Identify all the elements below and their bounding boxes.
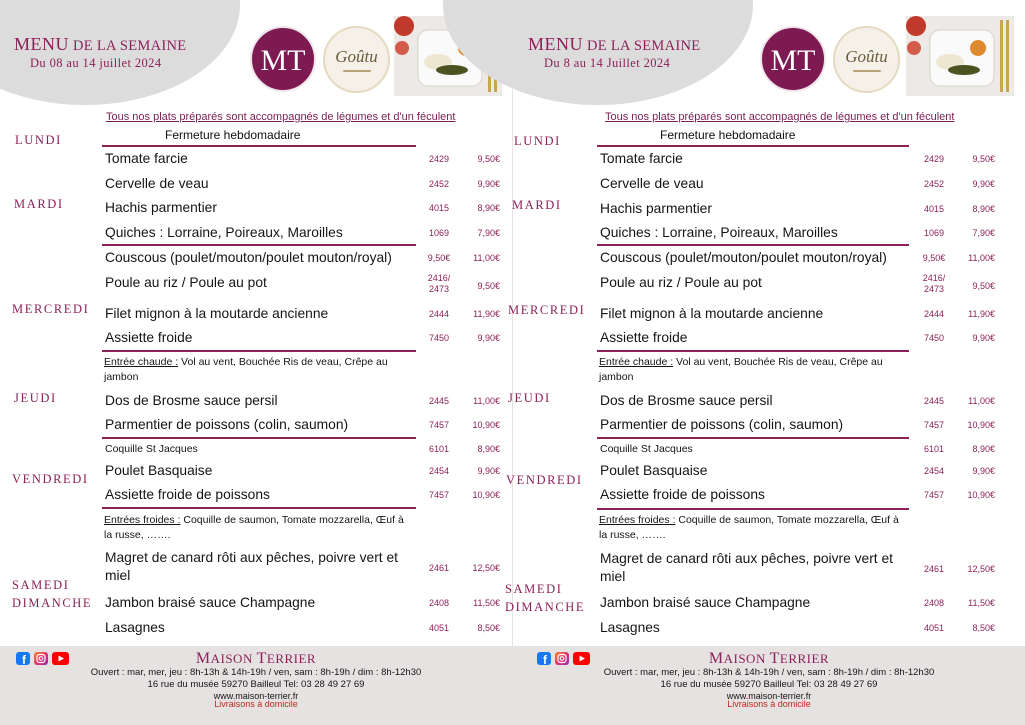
day-lundi: LUNDI bbox=[15, 133, 62, 147]
svg-text:f: f bbox=[22, 653, 26, 667]
footer bbox=[0, 646, 512, 725]
entree-chaude-note: Entrée chaude : Vol au vent, Bouchée Ris de veau, Crêpe au jambon bbox=[104, 356, 388, 383]
menu-dates: Du 8 au 14 Juillet 2024 bbox=[544, 56, 671, 70]
entrees-froides-note: Entrées froides : Coquille de saumon, Tomate mozzarella, Œuf à la russe, ……. bbox=[599, 514, 899, 541]
menu-title: MENU DE LA SEMAINE bbox=[528, 34, 701, 54]
closure-text: Fermeture hebdomadaire bbox=[660, 128, 796, 142]
mt-logo bbox=[760, 26, 826, 92]
intro-text: Tous nos plats préparés sont accompagnés de légumes et d'un féculent bbox=[106, 111, 456, 123]
website-link[interactable]: www.maison-terrier.fr bbox=[213, 691, 299, 701]
food-photo bbox=[906, 16, 1014, 96]
delivery-note: Livraisons à domicile bbox=[214, 699, 298, 709]
day-samedi: SAMEDI bbox=[505, 582, 563, 596]
menu-title: MENU DE LA SEMAINE bbox=[14, 34, 187, 54]
mt-logo bbox=[250, 26, 316, 92]
closure-text: Fermeture hebdomadaire bbox=[165, 128, 301, 142]
day-mardi: MARDI bbox=[512, 198, 562, 212]
website-link[interactable]: www.maison-terrier.fr bbox=[726, 691, 812, 701]
divider bbox=[597, 508, 909, 510]
svg-text:MT: MT bbox=[770, 44, 816, 77]
opening-hours: Ouvert : mar, mer, jeu : 8h-13h & 14h-19h / ven, sam : 8h-19h / dim : 8h-12h30 bbox=[90, 667, 422, 678]
day-samedi: SAMEDI bbox=[12, 578, 70, 592]
day-mardi: MARDI bbox=[14, 197, 64, 211]
day-mercredi: MERCREDI bbox=[508, 303, 586, 317]
menu-page-left: MENU DE LA SEMAINE Du 08 au 14 juillet 2024 MT Goûtu Tous nos plats préparés sont accompagnés de légumes et d'un féculent Fermeture hebdomadaire LUNDI MARDI MERCREDI JEUDI VENDREDI SAMEDI DIMANCHE Tomate farcie 2429 9,50€ Cervelle de veau 2452 9,90€ Hachis parmentier 4015 8,90€ Quiches : Lorraine, Poireaux, Maroilles 1069 7,90€ Couscous (poulet/mouton/poulet mouton/royal) 9,50€ 11,00€ Poule au riz / Poule au pot 2416/ 2473 9,50€ Filet mignon à la moutarde ancienne 2444 11,90€ Assiette froide 7450 9,90€ Entrée chaude : Vol au vent, Bouchée Ris de veau, Crêpe au jambon Dos de Brosme sauce persil 2445 11,00€ Parmentier de poissons (colin, saumon) 7457 10,90€ Coquille St Jacques 6101 8,90€ Poulet Basquaise 2454 9,90€ Assiette froide de poissons 7457 10,90€ Entrées froides : Coquille de saumon, Tomate mozzarella, Œuf à la russe, ……. Magret de canard rôti aux pêches, poivre vert et miel 2461 12,50€ Jambon braisé sauce Champagne 2408 11,50€ Lasagnes 4051 8,50€ f MAISON TERRIER Ouvert : mar, mer, jeu : 8h-13h & 14h-19h / ven, sam : 8h-19h / dim : 8h-12h30 16 rue du musée 59270 Bailleul Tel: 03 28 49 27 69 www.maison-terrier.fr Livraisons à domicile bbox=[0, 0, 512, 725]
goutu-logo: Goûtu bbox=[323, 26, 390, 93]
menu-page-right: MENU DE LA SEMAINE Du 8 au 14 Juillet 2024 MT Goûtu Tous nos plats préparés sont accompagnés de légumes et d'un féculent Fermeture hebdomadaire LUNDI MARDI MERCREDI JEUDI VENDREDI SAMEDI DIMANCHE Tomate farcie 2429 9,50€ Cervelle de veau 2452 9,90€ Hachis parmentier 4015 8,90€ Quiches : Lorraine, Poireaux, Maroilles 1069 7,90€ Couscous (poulet/mouton/poulet mouton/royal) 9,50€ 11,00€ Poule au riz / Poule au pot 2416/ 2473 9,50€ Filet mignon à la moutarde ancienne 2444 11,90€ Assiette froide 7450 9,90€ Entrée chaude : Vol au vent, Bouchée Ris de veau, Crêpe au jambon Dos de Brosme sauce persil 2445 11,00€ Parmentier de poissons (colin, saumon) 7457 10,90€ Coquille St Jacques 6101 8,90€ Poulet Basquaise 2454 9,90€ Assiette froide de poissons 7457 10,90€ Entrées froides : Coquille de saumon, Tomate mozzarella, Œuf à la russe, ……. Magret de canard rôti aux pêches, poivre vert et miel 2461 12,50€ Jambon braisé sauce Champagne 2408 11,50€ Lasagnes 4051 8,50€ f MAISON TERRIER Ouvert : mar, mer, jeu : 8h-13h & 14h-19h / ven, sam : 8h-19h / dim : 8h-12h30 16 rue du musée 59270 Bailleul Tel: 03 28 49 27 69 www.maison-terrier.fr Livraisons à domicile bbox=[512, 0, 1024, 725]
day-vendredi: VENDREDI bbox=[12, 472, 89, 486]
divider bbox=[102, 350, 416, 352]
entree-chaude-note: Entrée chaude : Vol au vent, Bouchée Ris de veau, Crêpe au jambon bbox=[599, 356, 883, 383]
footer bbox=[513, 646, 1025, 725]
day-vendredi: VENDREDI bbox=[506, 473, 583, 487]
day-mercredi: MERCREDI bbox=[12, 302, 90, 316]
menu-dates: Du 08 au 14 juillet 2024 bbox=[30, 56, 162, 70]
svg-text:MT: MT bbox=[260, 44, 306, 77]
address: 16 rue du musée 59270 Bailleul Tel: 03 28 49 27 69 bbox=[660, 679, 878, 690]
divider bbox=[102, 507, 416, 509]
day-jeudi: JEUDI bbox=[14, 391, 57, 405]
brand-name: MAISON TERRIER bbox=[708, 650, 830, 667]
day-dimanche: DIMANCHE bbox=[12, 596, 93, 610]
day-lundi: LUNDI bbox=[514, 134, 561, 148]
brand-name: MAISON TERRIER bbox=[195, 650, 317, 667]
intro-text: Tous nos plats préparés sont accompagnés de légumes et d'un féculent bbox=[605, 111, 955, 123]
svg-text:f: f bbox=[543, 653, 547, 667]
entrees-froides-note: Entrées froides : Coquille de saumon, Tomate mozzarella, Œuf à la russe, ……. bbox=[104, 514, 404, 541]
day-dimanche: DIMANCHE bbox=[505, 600, 586, 614]
goutu-logo: Goûtu bbox=[833, 26, 900, 93]
delivery-note: Livraisons à domicile bbox=[727, 699, 811, 709]
day-jeudi: JEUDI bbox=[508, 391, 551, 405]
address: 16 rue du musée 59270 Bailleul Tel: 03 28 49 27 69 bbox=[147, 679, 365, 690]
divider bbox=[597, 350, 909, 352]
opening-hours: Ouvert : mar, mer, jeu : 8h-13h & 14h-19h / ven, sam : 8h-19h / dim : 8h-12h30 bbox=[603, 667, 935, 678]
